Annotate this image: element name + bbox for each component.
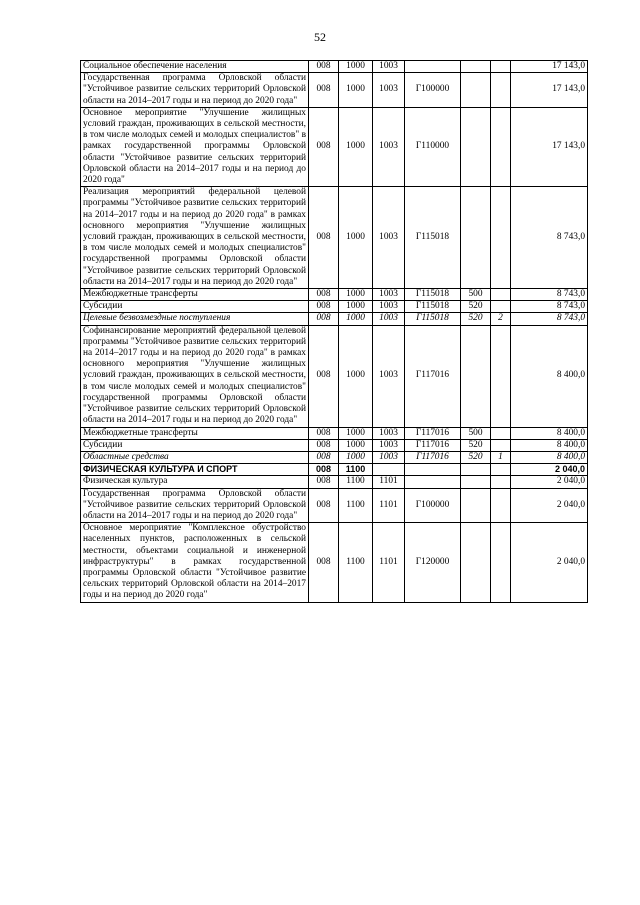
row-name: Государственная программа Орловской области "Устойчивое развитие сельских территорий Орловской области на 2014–2017 годы и на период до 2020 года" <box>81 488 309 523</box>
row-source <box>491 488 511 523</box>
row-ved: 008 <box>309 73 339 108</box>
row-csr <box>405 61 461 73</box>
row-csr <box>405 464 461 476</box>
row-rz: 1000 <box>339 325 373 427</box>
table-row <box>81 61 588 73</box>
row-pr: 1003 <box>373 439 405 451</box>
row-source <box>491 427 511 439</box>
row-rz: 1000 <box>339 301 373 313</box>
row-rz: 1100 <box>339 488 373 523</box>
row-vr <box>461 464 491 476</box>
row-sum: 2 040,0 <box>511 464 588 476</box>
row-name: Межбюджетные трансферты <box>81 289 309 301</box>
row-ved: 008 <box>309 451 339 463</box>
row-name: Целевые безвозмездные поступления <box>81 313 309 325</box>
row-csr: Г120000 <box>405 523 461 602</box>
table-row <box>81 476 588 488</box>
row-name: Межбюджетные трансферты <box>81 427 309 439</box>
row-ved: 008 <box>309 439 339 451</box>
row-pr: 1003 <box>373 451 405 463</box>
row-sum: 2 040,0 <box>511 523 588 602</box>
row-pr <box>373 464 405 476</box>
row-ved: 008 <box>309 488 339 523</box>
row-source <box>491 439 511 451</box>
row-pr: 1003 <box>373 325 405 427</box>
row-csr: Г115018 <box>405 187 461 289</box>
row-vr <box>461 61 491 73</box>
row-sum: 8 400,0 <box>511 325 588 427</box>
row-csr: Г117016 <box>405 451 461 463</box>
row-csr: Г117016 <box>405 325 461 427</box>
row-vr: 520 <box>461 301 491 313</box>
row-source: 1 <box>491 451 511 463</box>
row-sum: 8 743,0 <box>511 301 588 313</box>
row-vr <box>461 325 491 427</box>
row-source <box>491 464 511 476</box>
row-sum: 8 743,0 <box>511 289 588 301</box>
row-vr <box>461 488 491 523</box>
row-source <box>491 289 511 301</box>
row-name: Областные средства <box>81 451 309 463</box>
table-row <box>81 488 588 523</box>
row-pr: 1003 <box>373 107 405 186</box>
row-source <box>491 523 511 602</box>
row-name: Государственная программа Орловской области "Устойчивое развитие сельских территорий Орловской области на 2014–2017 годы и на период до 2020 года" <box>81 73 309 108</box>
row-rz: 1100 <box>339 464 373 476</box>
row-sum: 2 040,0 <box>511 488 588 523</box>
row-source <box>491 73 511 108</box>
row-rz: 1000 <box>339 187 373 289</box>
row-pr: 1003 <box>373 187 405 289</box>
row-name: Субсидии <box>81 439 309 451</box>
row-ved: 008 <box>309 427 339 439</box>
row-name: Софинансирование мероприятий федеральной целевой программы "Устойчивое развитие сельских территорий на 2014–2017 годы и на период до 2020 года" в рамках основного мероприятия "Улучшение жилищных условий граждан, проживающих в сельской местности, в том числе молодых семей и молодых специалистов" государственной программы Орловской области "Устойчивое развитие сельских территорий Орловской области на 2014–2017 годы и на период до 2020 года" <box>81 325 309 427</box>
row-csr: Г100000 <box>405 73 461 108</box>
row-vr <box>461 73 491 108</box>
row-rz: 1100 <box>339 476 373 488</box>
page-number: 52 <box>314 30 326 44</box>
row-sum: 17 143,0 <box>511 107 588 186</box>
row-csr: Г115018 <box>405 313 461 325</box>
row-csr: Г115018 <box>405 289 461 301</box>
row-sum: 8 400,0 <box>511 427 588 439</box>
table-row <box>81 107 588 186</box>
row-source: 2 <box>491 313 511 325</box>
table-row <box>81 187 588 289</box>
row-ved: 008 <box>309 464 339 476</box>
row-sum: 8 743,0 <box>511 187 588 289</box>
row-rz: 1000 <box>339 313 373 325</box>
table-row <box>81 523 588 602</box>
table-row <box>81 313 588 325</box>
row-name: Социальное обеспечение населения <box>81 61 309 73</box>
row-ved: 008 <box>309 476 339 488</box>
row-csr: Г117016 <box>405 427 461 439</box>
row-csr: Г115018 <box>405 301 461 313</box>
row-rz: 1100 <box>339 523 373 602</box>
row-sum: 17 143,0 <box>511 73 588 108</box>
row-vr: 500 <box>461 427 491 439</box>
table-row <box>81 439 588 451</box>
row-vr: 520 <box>461 313 491 325</box>
row-source <box>491 107 511 186</box>
row-sum: 8 743,0 <box>511 313 588 325</box>
row-vr: 520 <box>461 451 491 463</box>
row-rz: 1000 <box>339 289 373 301</box>
row-csr: Г110000 <box>405 107 461 186</box>
row-csr <box>405 476 461 488</box>
row-ved: 008 <box>309 325 339 427</box>
row-name: Реализация мероприятий федеральной целевой программы "Устойчивое развитие сельских территорий на 2014–2017 годы и на период до 2020 года" в рамках основного мероприятия "Улучшение жилищных условий граждан, проживающих в сельской местности, в том числе молодых семей и молодых специалистов" государственной программы Орловской области "Устойчивое развитие сельских территорий Орловской области на 2014–2017 годы и на период до 2020 года" <box>81 187 309 289</box>
row-name: Субсидии <box>81 301 309 313</box>
row-vr: 500 <box>461 289 491 301</box>
row-vr <box>461 523 491 602</box>
row-pr: 1003 <box>373 427 405 439</box>
row-rz: 1000 <box>339 73 373 108</box>
table-row <box>81 325 588 427</box>
row-source <box>491 325 511 427</box>
row-sum: 8 400,0 <box>511 451 588 463</box>
row-vr <box>461 187 491 289</box>
row-vr <box>461 107 491 186</box>
row-csr: Г100000 <box>405 488 461 523</box>
row-source <box>491 187 511 289</box>
table-row <box>81 427 588 439</box>
row-ved: 008 <box>309 523 339 602</box>
row-name: ФИЗИЧЕСКАЯ КУЛЬТУРА И СПОРТ <box>81 464 309 476</box>
row-sum: 17 143,0 <box>511 61 588 73</box>
row-pr: 1101 <box>373 488 405 523</box>
row-rz: 1000 <box>339 451 373 463</box>
table-row <box>81 289 588 301</box>
row-ved: 008 <box>309 61 339 73</box>
row-rz: 1000 <box>339 439 373 451</box>
row-name: Основное мероприятие "Комплексное обустройство населенных пунктов, расположенных в сельской местности, объектами социальной и инженерной инфраструктуры" в рамках государственной программы Орловской области "Устойчивое развитие сельских территорий Орловской области на 2014–2017 годы и на период до 2020 года" <box>81 523 309 602</box>
row-ved: 008 <box>309 289 339 301</box>
row-pr: 1003 <box>373 313 405 325</box>
row-rz: 1000 <box>339 61 373 73</box>
row-vr: 520 <box>461 439 491 451</box>
row-ved: 008 <box>309 301 339 313</box>
budget-table <box>80 60 588 603</box>
row-ved: 008 <box>309 107 339 186</box>
row-pr: 1003 <box>373 301 405 313</box>
row-pr: 1101 <box>373 523 405 602</box>
row-pr: 1101 <box>373 476 405 488</box>
row-name: Физическая культура <box>81 476 309 488</box>
row-pr: 1003 <box>373 61 405 73</box>
row-vr <box>461 476 491 488</box>
row-pr: 1003 <box>373 73 405 108</box>
table-row <box>81 451 588 463</box>
row-source <box>491 61 511 73</box>
table-row <box>81 464 588 476</box>
table-row <box>81 301 588 313</box>
row-source <box>491 301 511 313</box>
row-sum: 8 400,0 <box>511 439 588 451</box>
row-ved: 008 <box>309 313 339 325</box>
row-source <box>491 476 511 488</box>
row-pr: 1003 <box>373 289 405 301</box>
row-rz: 1000 <box>339 427 373 439</box>
row-csr: Г117016 <box>405 439 461 451</box>
row-sum: 2 040,0 <box>511 476 588 488</box>
row-ved: 008 <box>309 187 339 289</box>
row-name: Основное мероприятие "Улучшение жилищных условий граждан, проживающих в сельской местности, в том числе молодых семей и молодых специалистов" в рамках государственной программы Орловской области "Устойчивое развитие сельских территорий Орловской области на 2014–2017 годы и на период до 2020 года" <box>81 107 309 186</box>
table-row <box>81 73 588 108</box>
row-rz: 1000 <box>339 107 373 186</box>
